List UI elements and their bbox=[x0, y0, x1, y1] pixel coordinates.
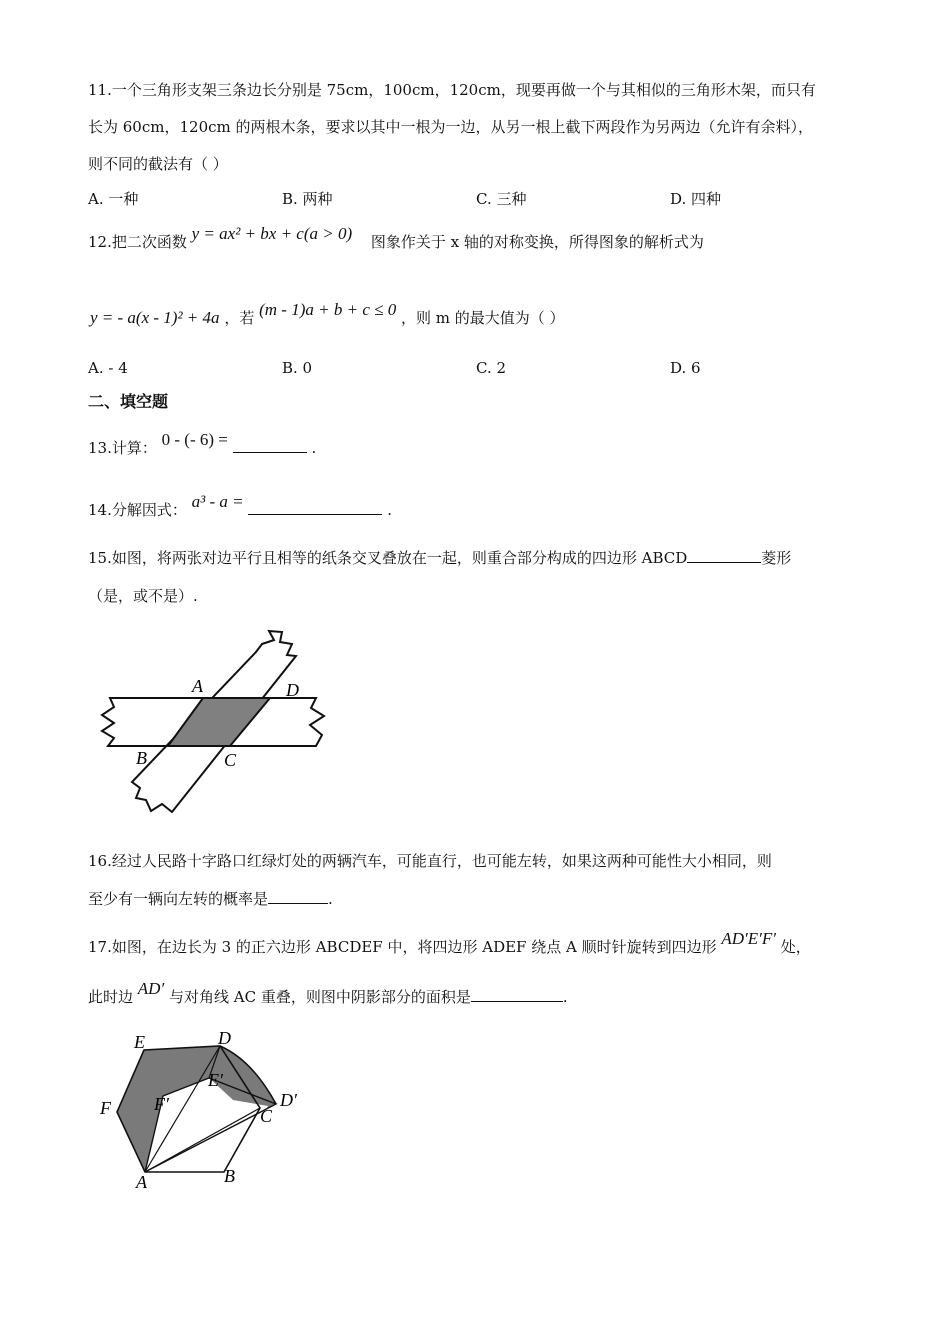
q12-option-d: D. 6 bbox=[670, 359, 701, 377]
q13-expression: 0 - (- 6) = bbox=[161, 430, 228, 449]
q14-answer-blank[interactable] bbox=[248, 500, 382, 515]
q17-suffix: . bbox=[562, 988, 568, 1006]
label-c: C bbox=[260, 1106, 273, 1126]
q16-suffix: . bbox=[328, 890, 333, 908]
label-d: D bbox=[286, 680, 299, 700]
q11-option-b: B. 两种 bbox=[282, 190, 333, 208]
q11-option-a: A. 一种 bbox=[88, 190, 139, 208]
label-a: A bbox=[136, 1172, 147, 1192]
q16-line1: 16.经过人民路十字路口红绿灯处的两辆汽车，可能直行，也可能左转，如果这两种可能性大小相同，则 bbox=[88, 852, 772, 870]
q13-answer-blank[interactable] bbox=[233, 438, 307, 453]
q12-option-b: B. 0 bbox=[282, 359, 313, 377]
q17-text-end: 处， bbox=[780, 938, 811, 956]
q17-line1 bbox=[88, 929, 890, 957]
q11-line1: 11.一个三角形支架三条边长分别是 75cm，100cm，120cm，现要再做一个与其相似的三角形木架，而只有 bbox=[88, 81, 816, 99]
q12-cond-prefix: ，若 bbox=[224, 309, 255, 327]
q14-prefix: 14.分解因式： bbox=[88, 501, 187, 519]
q14-line bbox=[88, 492, 890, 520]
q11-line3: 则不同的截法有（ ） bbox=[88, 155, 228, 173]
label-a: A bbox=[192, 676, 203, 696]
q12-function: y = ax² + bx + c(a > 0) bbox=[191, 224, 353, 243]
q17-edge: AD′ bbox=[137, 979, 165, 998]
q17-rotated-quad: AD′E′F′ bbox=[721, 929, 776, 948]
q12-cond-suffix: ，则 m 的最大值为（ ） bbox=[400, 309, 565, 327]
q17-line2 bbox=[88, 979, 890, 1007]
q12-condition: (m - 1)a + b + c ≤ 0 bbox=[259, 300, 397, 319]
q15-figure bbox=[96, 628, 336, 818]
q16-line2 bbox=[88, 889, 890, 909]
q15-line2: （是，或不是）. bbox=[88, 587, 198, 605]
q15-answer-blank[interactable] bbox=[687, 548, 761, 563]
q17-text2: 此时边 bbox=[88, 988, 134, 1006]
label-d-prime: D′ bbox=[280, 1090, 297, 1110]
q12-option-a: A. - 4 bbox=[88, 359, 128, 377]
q16-answer-blank[interactable] bbox=[268, 889, 328, 904]
q16-text: 至少有一辆向左转的概率是 bbox=[88, 890, 269, 908]
q12-prefix: 12.把二次函数 bbox=[88, 233, 187, 251]
q17-text: 17.如图，在边长为 3 的正六边形 ABCDEF 中，将四边形 ADEF 绕点 A 顺时针旋转到四边形 bbox=[88, 938, 717, 956]
q11-option-d: D. 四种 bbox=[670, 190, 722, 208]
label-b: B bbox=[224, 1166, 235, 1186]
q12-line1 bbox=[88, 224, 890, 252]
label-f: F bbox=[100, 1098, 111, 1118]
q17-figure bbox=[92, 1026, 322, 1196]
section-fill-in-title: 二、填空题 bbox=[88, 392, 169, 411]
q13-line bbox=[88, 430, 890, 458]
label-d: D bbox=[218, 1028, 231, 1048]
q15-line1 bbox=[88, 548, 890, 568]
q11-line2: 长为 60cm，120cm 的两根木条，要求以其中一根为一边，从另一根上截下两段作为另两边（允许有余料）， bbox=[88, 118, 814, 136]
label-e: E bbox=[134, 1032, 145, 1052]
label-f-prime: F′ bbox=[154, 1094, 169, 1114]
label-c: C bbox=[224, 750, 237, 770]
q12-line2 bbox=[88, 300, 890, 328]
q12-expression: y = - a(x - 1)² + 4a bbox=[90, 308, 220, 327]
q17-text3: 与对角线 AC 重叠，则图中阴影部分的面积是 bbox=[168, 988, 471, 1006]
label-b: B bbox=[136, 748, 147, 768]
q12-suffix: 图象作关于 x 轴的对称变换，所得图象的解析式为 bbox=[370, 233, 704, 251]
q11-option-c: C. 三种 bbox=[476, 190, 527, 208]
q15-text-end: 菱形 bbox=[761, 549, 792, 567]
label-e-prime: E′ bbox=[208, 1070, 223, 1090]
q14-suffix: . bbox=[387, 501, 392, 519]
q17-answer-blank[interactable] bbox=[471, 987, 563, 1002]
q15-text: 15.如图，将两张对边平行且相等的纸条交叉叠放在一起，则重合部分构成的四边形 ABCD bbox=[88, 549, 688, 567]
q14-expression: a³ - a = bbox=[191, 492, 244, 511]
q12-option-c: C. 2 bbox=[476, 359, 507, 377]
q13-suffix: . bbox=[311, 439, 317, 457]
q13-prefix: 13.计算： bbox=[88, 439, 157, 457]
